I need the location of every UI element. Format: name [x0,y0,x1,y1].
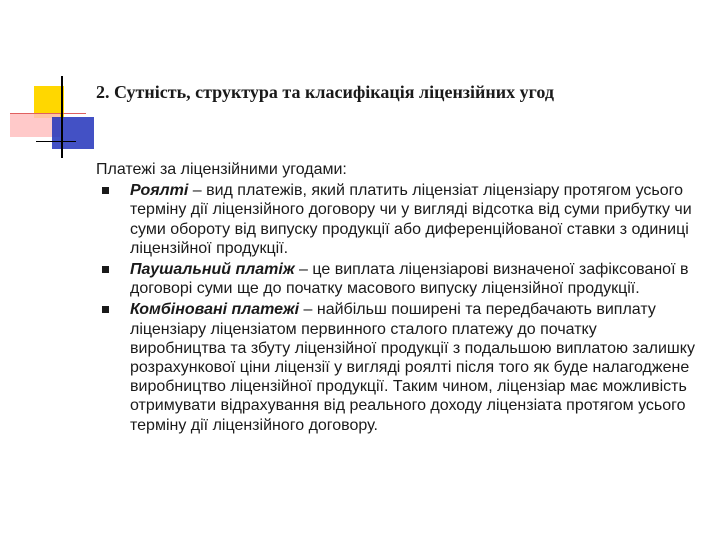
ornament-line-vertical [61,76,63,158]
square-bullet-icon [102,187,109,194]
term-combined: Комбіновані платежі [130,301,300,319]
term-lump-sum: Паушальний платіж [130,261,295,279]
slide-body [96,160,696,437]
list-item-royalty [96,181,696,258]
list-item-lump-sum [96,260,696,298]
intro-text: Платежі за ліцензійними угодами: [96,161,347,178]
ornament-line-horizontal-top [10,113,86,114]
definition-royalty: – вид платежів, який платить ліцензіат ліцензіару протягом усього терміну дії ліцензійного договору чи у вигляді відсотка від суми прибутку чи суми обороту від випуску продукції або диференційованої ставки з одиниці ліцензійної продукції. [130,182,692,257]
square-bullet-icon [102,306,109,313]
definition-combined: – найбільш поширені та передбачають виплату ліцензіару ліцензіатом первинного сталого платежу до початку виробництва та збуту ліцензійної продукції з подальшою виплатою залишку розрахункової ціни ліцензії у вигляді роялті після того як буде налагоджене виробництво ліцензійної продукції. Таким чином, ліцензіар має можливість отримувати відрахування від реального доходу ліцензіата протягом усього терміну дії ліцензійного договору. [130,301,695,434]
payment-types-list [96,181,696,435]
slide-title: 2. Сутність, структура та класифікація ліцензійних угод [96,82,554,102]
corner-ornament [0,0,110,170]
list-item-combined [96,300,696,434]
square-bullet-icon [102,266,109,273]
ornament-line-horizontal-bottom [36,141,76,142]
blue-square [52,117,94,149]
definition-lump-sum: – це виплата ліцензіарові визначеної зафіксованої в договорі суми ще до початку масового випуску ліцензійної продукції. [130,261,689,298]
term-royalty: Роялті [130,182,189,200]
